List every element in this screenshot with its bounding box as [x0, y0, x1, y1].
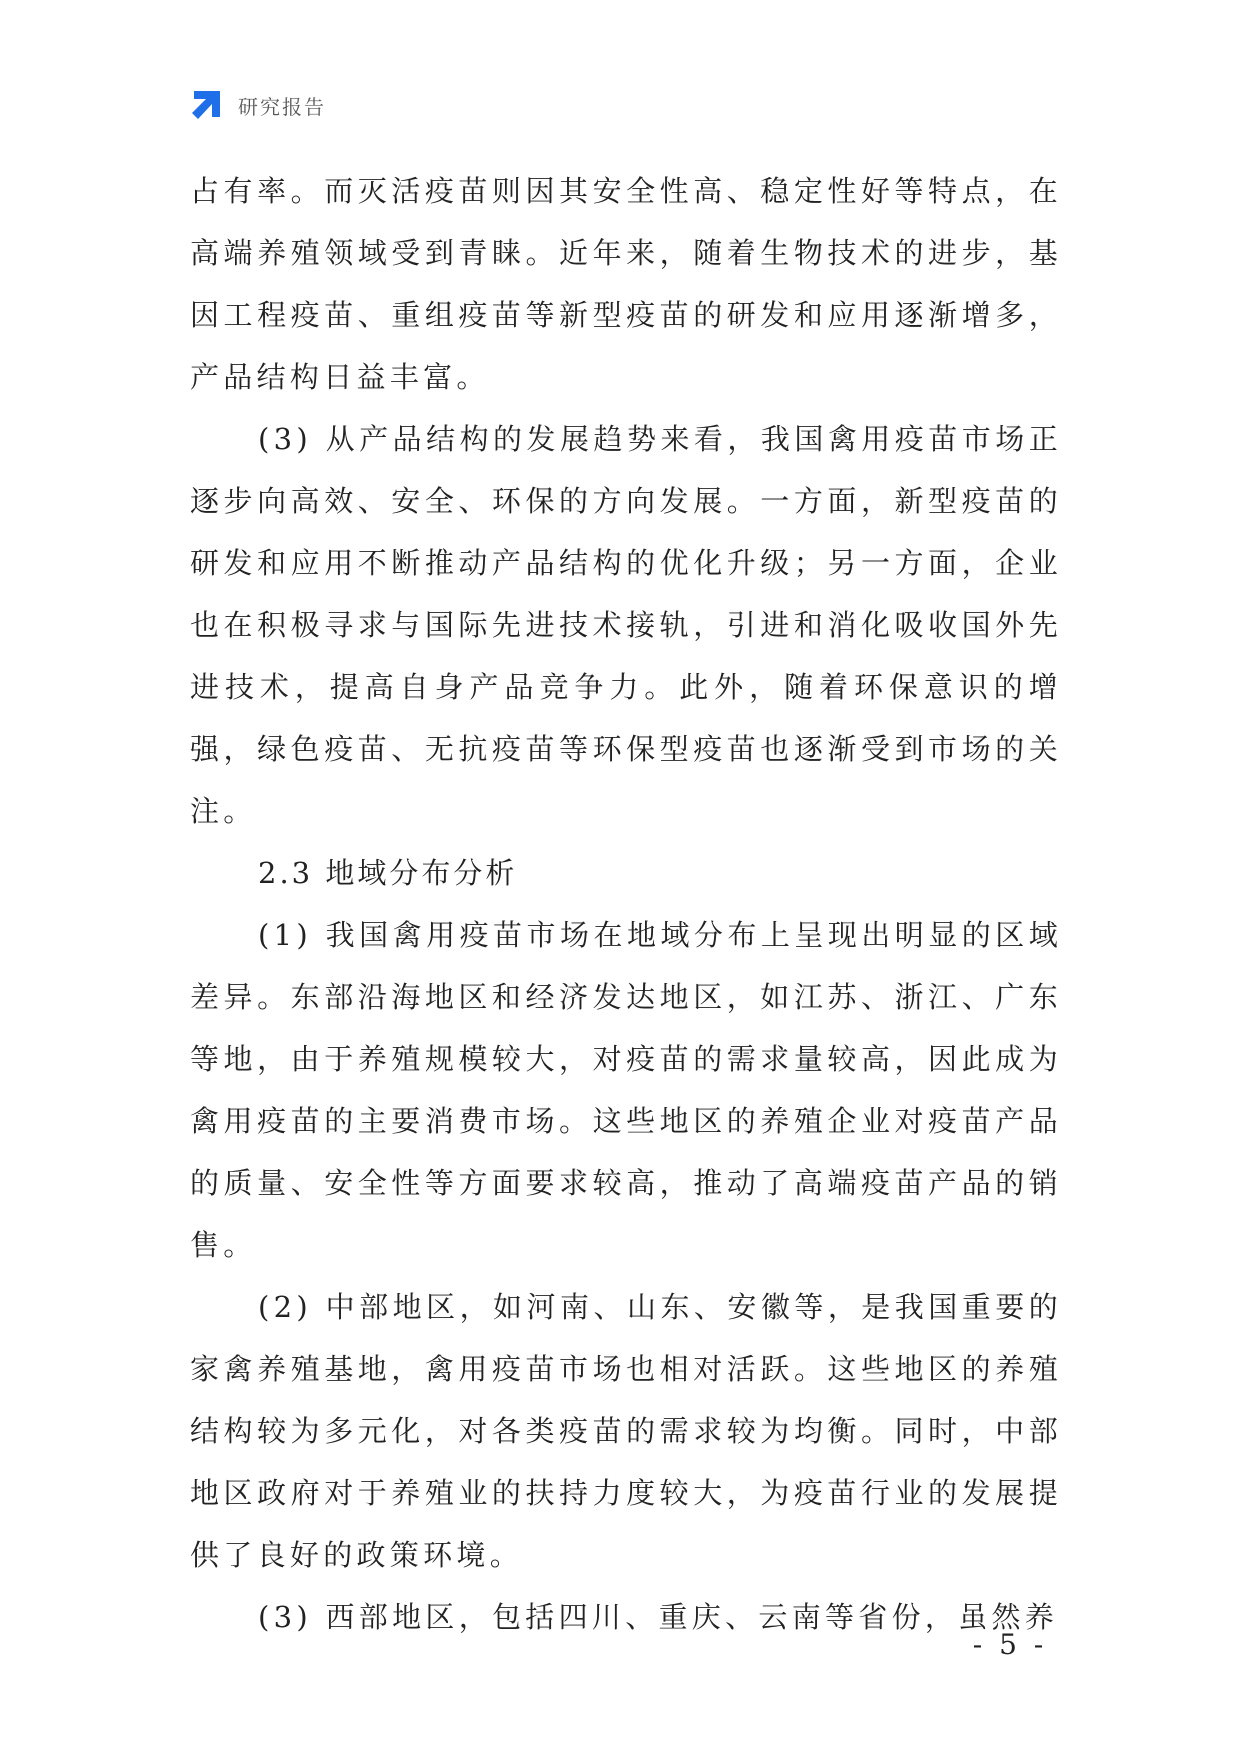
arrow-logo-icon — [190, 89, 222, 121]
section-heading: 2.3 地域分布分析 — [258, 856, 518, 890]
header-title: 研究报告 — [238, 94, 326, 119]
paragraph-central-region: (2) 中部地区，如河南、山东、安徽等，是我国重要的家禽养殖基地，禽用疫苗市场也相对活跃。这些地区的养殖结构较为多元化，对各类疫苗的需求较为均衡。同时，中部地区政府对于养殖业的扶持力度较大，为疫苗行业的发展提供了良好的政策环境。 — [190, 1290, 1062, 1572]
page-number: - 5 - — [972, 1628, 1048, 1661]
document-body — [190, 160, 1062, 1648]
paragraph-continued: 占有率。而灭活疫苗则因其安全性高、稳定性好等特点，在高端养殖领域受到青睐。近年来，随着生物技术的进步，基因工程疫苗、重组疫苗等新型疫苗的研发和应用逐渐增多，产品结构日益丰富。 — [190, 174, 1062, 394]
paragraph-west-region: (3) 西部地区，包括四川、重庆、云南等省份，虽然养 — [258, 1600, 1059, 1634]
paragraph-product-trend: (3) 从产品结构的发展趋势来看，我国禽用疫苗市场正逐步向高效、安全、环保的方向发展。一方面，新型疫苗的研发和应用不断推动产品结构的优化升级；另一方面，企业也在积极寻求与国际先进技术接轨，引进和消化吸收国外先进技术，提高自身产品竞争力。此外，随着环保意识的增强，绿色疫苗、无抗疫苗等环保型疫苗也逐渐受到市场的关注。 — [190, 422, 1062, 828]
page-header — [190, 88, 326, 122]
paragraph-east-region: (1) 我国禽用疫苗市场在地域分布上呈现出明显的区域差异。东部沿海地区和经济发达地区，如江苏、浙江、广东等地，由于养殖规模较大，对疫苗的需求量较高，因此成为禽用疫苗的主要消费市场。这些地区的养殖企业对疫苗产品的质量、安全性等方面要求较高，推动了高端疫苗产品的销售。 — [190, 918, 1062, 1262]
